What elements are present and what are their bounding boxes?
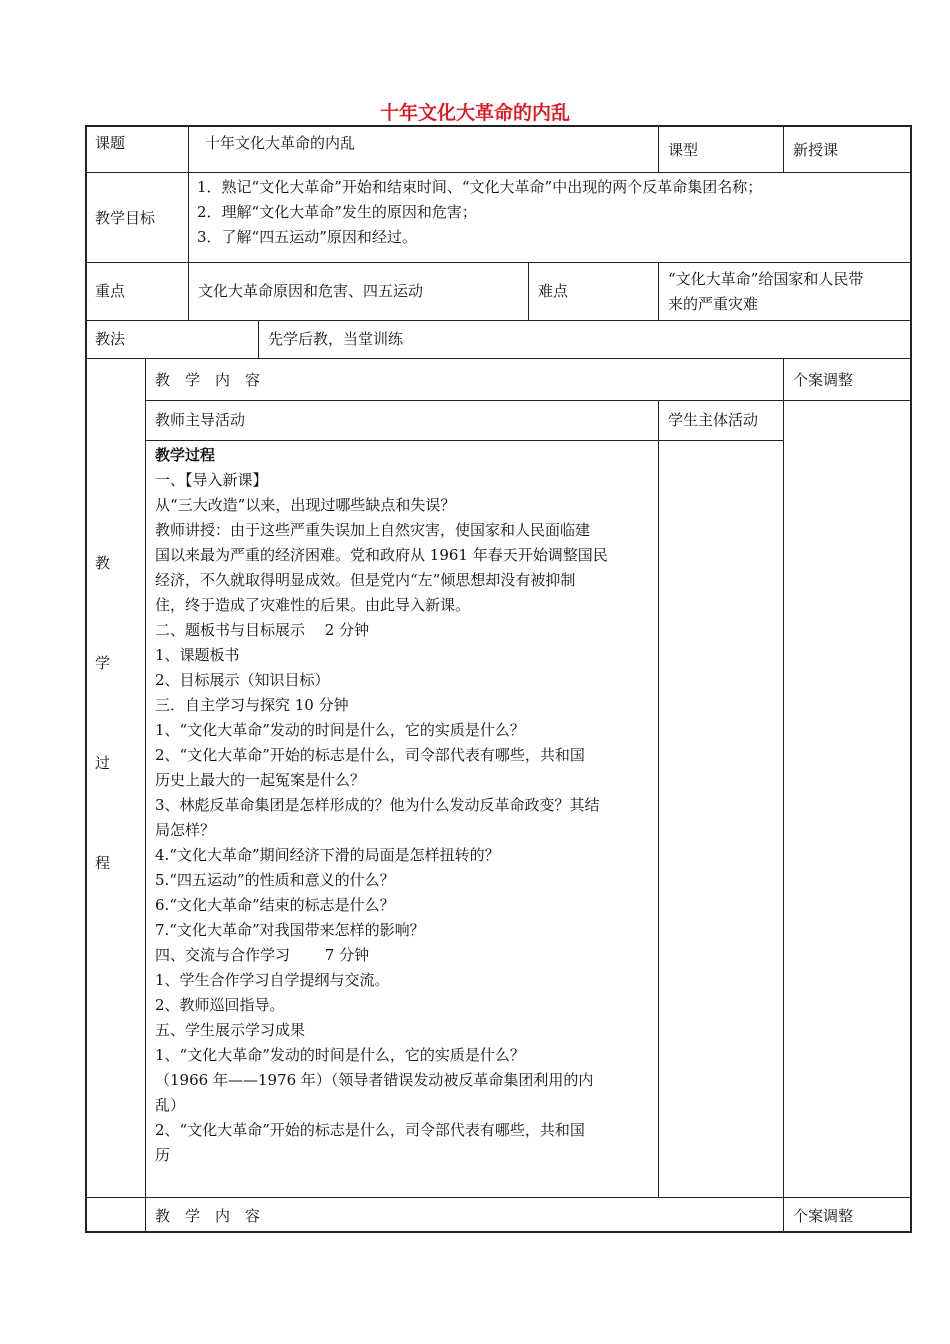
process-line: 三．自主学习与探究 10 分钟 (155, 696, 349, 714)
process-line: 四、交流与合作学习 7 分钟 (155, 946, 370, 964)
process-line: 五、学生展示学习成果 (155, 1021, 306, 1039)
process-heading: 教学过程 (155, 446, 216, 464)
process-side-char-4: 程 (95, 854, 111, 872)
adjust-header: 个案调整 (793, 371, 854, 389)
process-line: 6.“文化大革命”结束的标志是什么？ (155, 896, 395, 914)
type-value: 新授课 (793, 141, 839, 159)
content-header: 教 学 内 容 (155, 371, 261, 389)
process-line: 国以来最为严重的经济困难。党和政府从 1961 年春天开始调整国民 (155, 546, 608, 564)
process-line: 2、教师巡回指导。 (155, 996, 285, 1014)
difficulty-line-1: “文化大革命”给国家和人民带 (668, 270, 864, 288)
difficulty-label: 难点 (538, 282, 569, 300)
goal-item-2: 2．理解“文化大革命”发生的原因和危害； (197, 203, 477, 221)
process-line: 3、林彪反革命集团是怎样形成的？他为什么发动反革命政变？其结 (155, 796, 600, 814)
goals-label: 教学目标 (95, 209, 156, 227)
process-line: 经济，不久就取得明显成效。但是党内“左”倾思想却没有被抑制 (155, 571, 576, 589)
goal-item-1: 1．熟记“文化大革命”开始和结束时间、“文化大革命”中出现的两个反革命集团名称； (197, 178, 763, 196)
process-side-char-2: 学 (95, 654, 111, 672)
process-line: 2、目标展示（知识目标） (155, 671, 330, 689)
process-line: 1、“文化大革命”发动的时间是什么，它的实质是什么？ (155, 1046, 525, 1064)
document-title: 十年文化大革命的内乱 (379, 102, 570, 124)
goal-item-3: 3．了解“四五运动”原因和经过。 (197, 228, 417, 246)
topic-label: 课题 (95, 134, 126, 152)
process-line: 1、学生合作学习自学提纲与交流。 (155, 971, 390, 989)
focus-label: 重点 (95, 282, 126, 300)
process-line: 局怎样？ (155, 821, 216, 839)
process-line: 1、“文化大革命”发动的时间是什么，它的实质是什么？ (155, 721, 525, 739)
process-side-char-1: 教 (95, 554, 111, 572)
type-label: 课型 (668, 141, 699, 159)
process-line: 历史上最大的一起冤案是什么？ (155, 771, 366, 789)
topic-value: 十年文化大革命的内乱 (205, 134, 356, 152)
process-line: 从“三大改造”以来，出现过哪些缺点和失误？ (155, 496, 456, 514)
method-value: 先学后教，当堂训练 (268, 330, 404, 348)
process-line: 一、【导入新课】 (155, 471, 268, 489)
process-line: 2、“文化大革命”开始的标志是什么，司令部代表有哪些，共和国 (155, 746, 585, 764)
process-line: 4.“文化大革命”期间经济下滑的局面是怎样扭转的？ (155, 846, 500, 864)
footer-adjust-header: 个案调整 (793, 1207, 854, 1225)
process-side-char-3: 过 (95, 754, 111, 772)
teaching-process-body (155, 443, 655, 1168)
process-line: 1、课题板书 (155, 646, 240, 664)
process-line: 教师讲授：由于这些严重失误加上自然灾害，使国家和人民面临建 (155, 521, 591, 539)
process-line: 乱） (155, 1096, 186, 1114)
process-line: 7.“文化大革命”对我国带来怎样的影响？ (155, 921, 425, 939)
footer-content-header: 教 学 内 容 (155, 1207, 261, 1225)
process-line: 2、“文化大革命”开始的标志是什么，司令部代表有哪些，共和国 (155, 1121, 585, 1139)
focus-value: 文化大革命原因和危害、四五运动 (198, 282, 424, 300)
process-line: 二、题板书与目标展示 2 分钟 (155, 621, 370, 639)
teacher-activity-header: 教师主导活动 (155, 411, 246, 429)
method-label: 教法 (95, 330, 126, 348)
process-line: （1966 年——1976 年）（领导者错误发动被反革命集团利用的内 (155, 1071, 594, 1089)
process-line: 住，终于造成了灾难性的后果。由此导入新课。 (155, 596, 471, 614)
process-line: 5.“四五运动”的性质和意义的什么？ (155, 871, 395, 889)
difficulty-line-2: 来的严重灾难 (668, 295, 759, 313)
process-line: 历 (155, 1146, 171, 1164)
student-activity-header: 学生主体活动 (668, 411, 759, 429)
